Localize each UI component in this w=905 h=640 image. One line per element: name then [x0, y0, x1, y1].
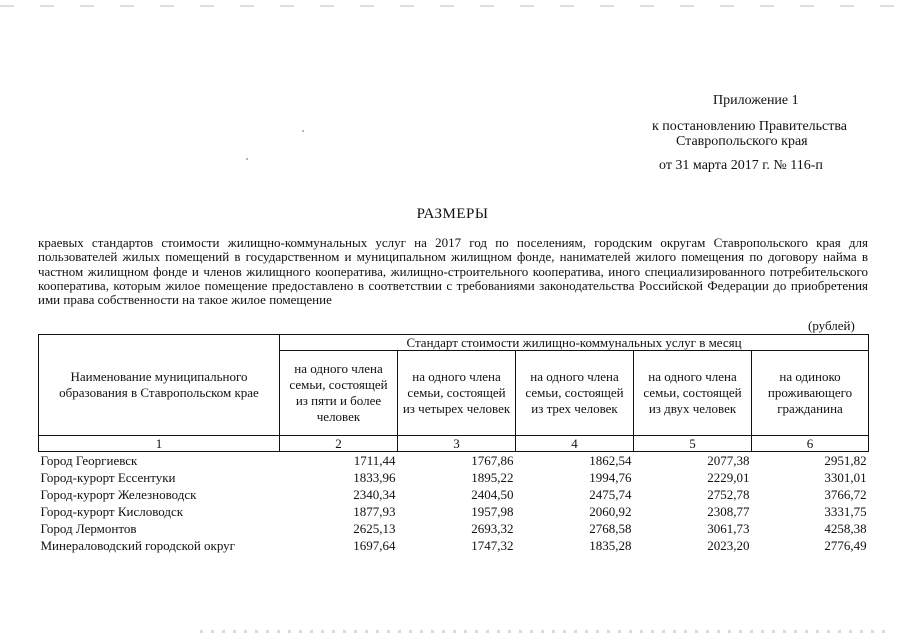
cost-cell: 2077,38	[707, 453, 750, 468]
cost-cell: 2752,78	[707, 487, 750, 502]
scan-artifact-top	[0, 5, 905, 7]
appendix-title: Приложение 1	[713, 93, 799, 108]
cost-cell: 2625,13	[353, 521, 396, 536]
column-number: 4	[516, 436, 634, 452]
cost-cell: 1957,98	[471, 504, 514, 519]
header-two-persons: на одного члена семьи, состоящей из двух человек	[634, 351, 752, 436]
header-municipality: Наименование муниципального образования в Ставропольском крае	[39, 335, 280, 436]
municipality-name: Город-курорт Ессентуки	[40, 470, 176, 485]
header-five-plus-persons: на одного члена семьи, состоящей из пяти и более человек	[280, 351, 398, 436]
header-four-persons: на одного члена семьи, состоящей из четырех человек	[398, 351, 516, 436]
cost-cell: 1711,44	[353, 453, 396, 468]
header-three-persons: на одного члена семьи, состоящей из трех человек	[516, 351, 634, 436]
cost-cell: 1833,96	[353, 470, 396, 485]
cost-cell: 1877,93	[353, 504, 396, 519]
scan-artifact-bottom	[200, 630, 890, 633]
cost-cell: 2693,32	[471, 521, 514, 536]
standards-table	[38, 334, 869, 554]
cost-cell: 1835,28	[589, 538, 632, 553]
cost-cell: 2340,34	[353, 487, 396, 502]
column-number: 6	[752, 436, 869, 452]
cost-cell: 2308,77	[707, 504, 750, 519]
cost-cell: 4258,38	[824, 521, 867, 536]
cost-cell: 3301,01	[824, 470, 867, 485]
cost-cell: 1862,54	[589, 453, 632, 468]
cost-cell: 2475,74	[589, 487, 632, 502]
column-number: 3	[398, 436, 516, 452]
column-number: 5	[634, 436, 752, 452]
cost-cell: 1895,22	[471, 470, 514, 485]
header-standard-cost: Стандарт стоимости жилищно-коммунальных услуг в месяц	[280, 335, 869, 351]
appendix-date: от 31 марта 2017 г. № 116-п	[659, 158, 823, 173]
cost-cell: 2229,01	[707, 470, 750, 485]
cost-cell: 3061,73	[707, 521, 750, 536]
cost-cell: 2060,92	[589, 504, 632, 519]
cost-cell: 3331,75	[824, 504, 867, 519]
document-title: РАЗМЕРЫ	[416, 206, 489, 222]
column-number: 2	[280, 436, 398, 452]
cost-cell: 2768,58	[589, 521, 632, 536]
scan-speck	[246, 158, 248, 160]
cost-cell: 2776,49	[824, 538, 867, 553]
table-row	[39, 486, 869, 503]
cost-cell: 2951,82	[824, 453, 867, 468]
appendix-reference-line2: Ставропольского края	[676, 134, 808, 149]
cost-cell: 3766,72	[824, 487, 867, 502]
table-row	[39, 537, 869, 554]
units-label: (рублей)	[808, 318, 855, 333]
table-row	[39, 503, 869, 520]
municipality-name: Город-курорт Железноводск	[40, 487, 197, 502]
cost-cell: 2404,50	[471, 487, 514, 502]
municipality-name: Минераловодский городской округ	[40, 538, 236, 553]
municipality-name: Город-курорт Кисловодск	[40, 504, 184, 519]
document-intro: краевых стандартов стоимости жилищно-коммунальных услуг на 2017 год по поселениям, городским округам Ставропольского края для пользователей жилых помещений в государственном и муниципальном жилищном фонде, нанимателей жилого помещения по договору найма в частном жилищном фонде и членов жилищного кооператива, жилищно-строительного кооператива, иного специализированного потребительского кооператива, которым жилое помещение предоставлено в соответствии с требованиями законодательства Российской Федерации до приобретения ими права собственности на такое жилое помещение	[38, 235, 868, 308]
cost-cell: 1994,76	[589, 470, 632, 485]
scan-speck	[302, 130, 304, 132]
table-row	[39, 452, 869, 470]
appendix-reference-line1: к постановлению Правительства	[652, 119, 848, 134]
cost-cell: 1747,32	[471, 538, 514, 553]
cost-cell: 1767,86	[471, 453, 514, 468]
cost-cell: 1697,64	[353, 538, 396, 553]
cost-cell: 2023,20	[707, 538, 750, 553]
municipality-name: Город Лермонтов	[40, 521, 137, 536]
column-number: 1	[39, 436, 280, 452]
municipality-name: Город Георгиевск	[40, 453, 138, 468]
table-row	[39, 469, 869, 486]
header-single-person: на одиноко проживающего гражданина	[752, 351, 869, 436]
table-row	[39, 520, 869, 537]
